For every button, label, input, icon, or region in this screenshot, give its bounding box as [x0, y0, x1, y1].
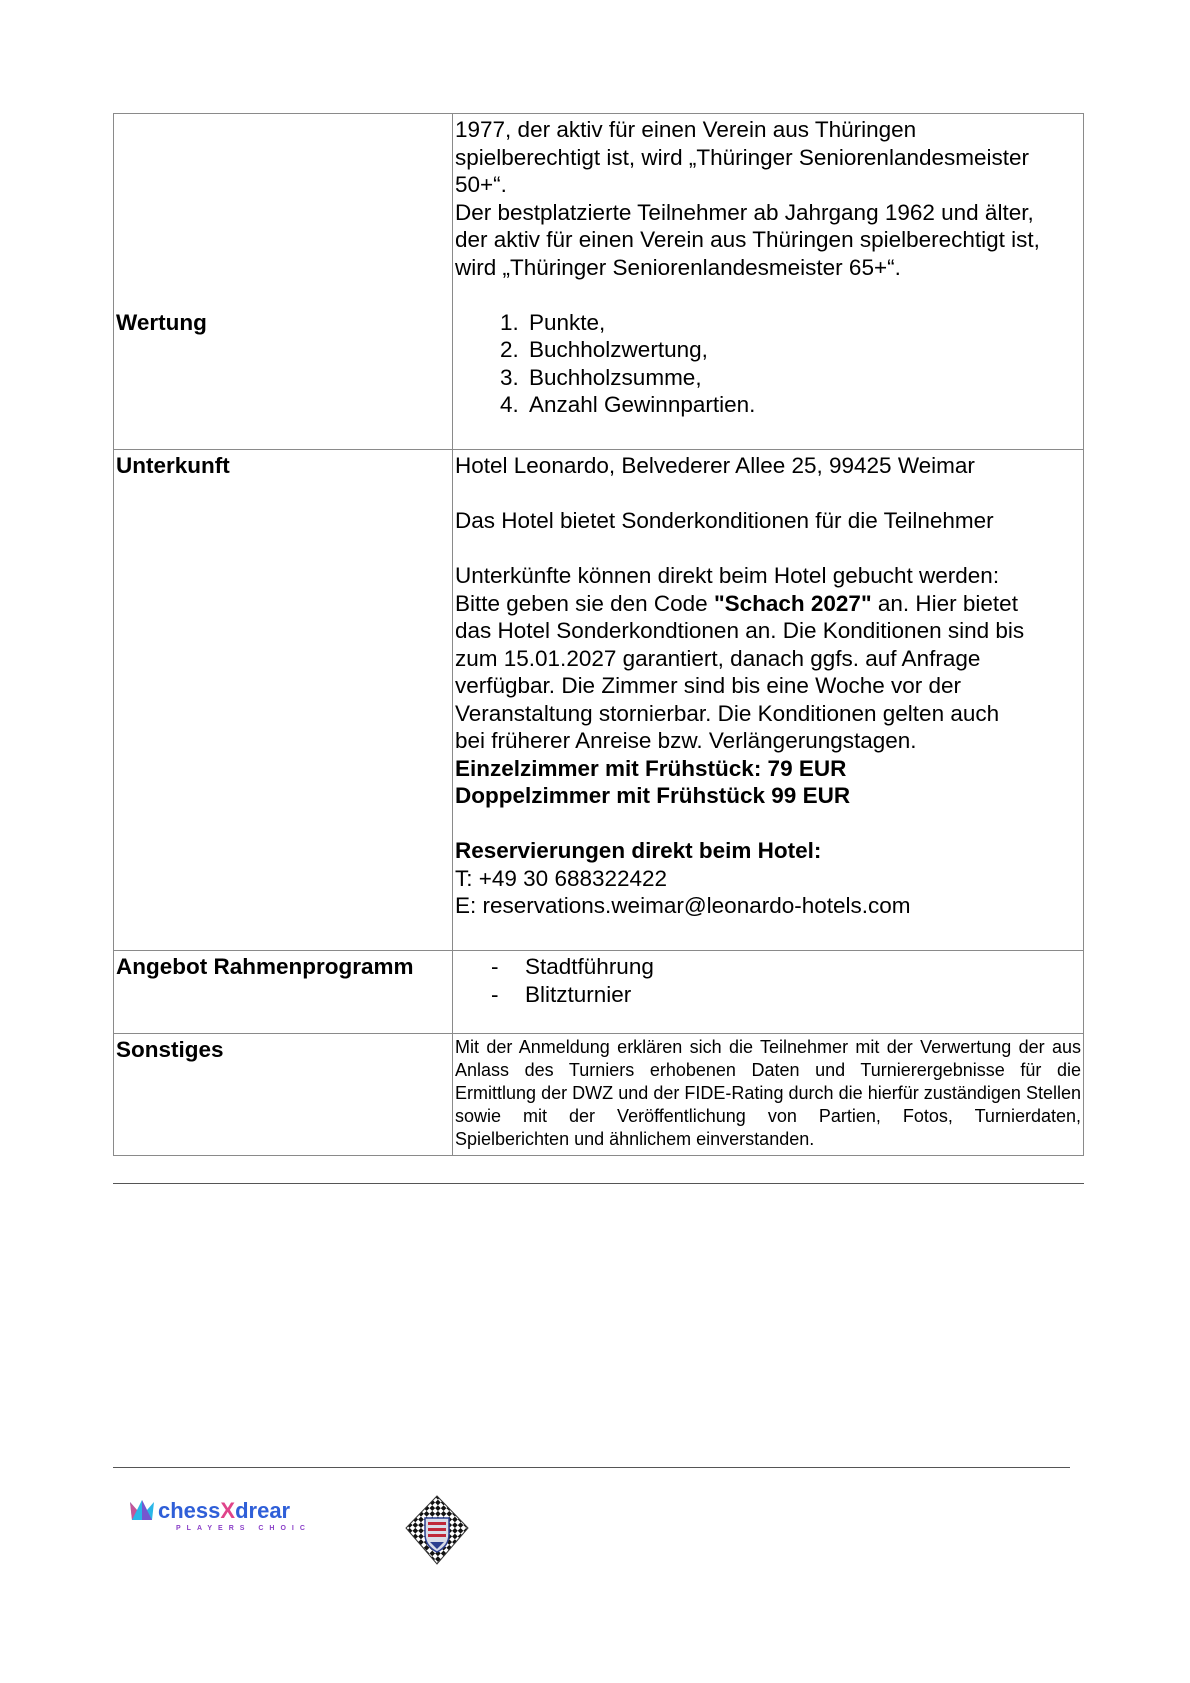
list-item-text: Blitzturnier: [525, 981, 632, 1007]
dash-bullet: -: [491, 954, 499, 979]
svg-text:chessXdrear: chessXdrear: [158, 1498, 291, 1523]
row-sonstiges: [114, 1034, 1084, 1156]
row-content-cell: [453, 1034, 1084, 1156]
row-wertung: [114, 114, 1084, 450]
chessxdrear-logo: [128, 1494, 318, 1534]
program-list: [455, 953, 1081, 1008]
row-label-cell: [114, 951, 453, 1034]
list-item-text: Stadtführung: [525, 954, 654, 979]
svg-text:PLAYERS CHOIC: PLAYERS CHOIC: [176, 1525, 311, 1532]
list-item: [455, 953, 1081, 981]
reservation-heading: Reservierungen direkt beim Hotel:: [455, 838, 822, 863]
list-item: 3. Buchholzsumme,: [525, 364, 1081, 392]
list-item: 2. Buchholzwertung,: [525, 336, 1081, 364]
special-conditions: Das Hotel bietet Sonderkonditionen für die Teilnehmer: [455, 508, 994, 533]
chess-federation-crest: [404, 1494, 470, 1566]
row-content-cell: [453, 951, 1084, 1034]
footer-rule: [113, 1467, 1070, 1468]
email-address: E: reservations.weimar@leonardo-hotels.com: [455, 893, 911, 918]
row-label-cell: [114, 450, 453, 951]
row-unterkunft: [114, 450, 1084, 951]
row-label: Unterkunft: [116, 453, 230, 478]
row-label-cell: [114, 1034, 453, 1156]
row-rahmenprogramm: [114, 951, 1084, 1034]
phone-number: T: +49 30 688322422: [455, 865, 668, 891]
list-item: [455, 981, 1081, 1009]
text-fragment: an. Hier bietet: [871, 590, 1018, 616]
ranking-list: [455, 309, 1081, 419]
text-line: Veranstaltung stornierbar. Die Konditionen gelten auch: [455, 700, 1000, 726]
text-line: spielberechtigt ist, wird „Thüringer Seniorenlandesmeister: [455, 144, 1030, 170]
text-line: bei früherer Anreise bzw. Verlängerungstagen.: [455, 728, 917, 753]
list-item: 4. Anzahl Gewinnpartien.: [525, 391, 1081, 419]
horizontal-rule: [113, 1183, 1084, 1184]
hotel-address: Hotel Leonardo, Belvederer Allee 25, 99425 Weimar: [455, 453, 975, 478]
text-line: zum 15.01.2027 garantiert, danach ggfs. auf Anfrage: [455, 645, 981, 671]
booking-code-line: [455, 590, 1081, 618]
row-content-cell: [453, 114, 1084, 450]
info-table: [113, 113, 1084, 1156]
row-content-cell: [453, 450, 1084, 951]
booking-code: "Schach 2027": [713, 590, 872, 616]
row-label-cell: [114, 114, 453, 450]
dash-bullet: -: [491, 981, 499, 1007]
text-fragment: Bitte geben sie den Code: [455, 590, 714, 616]
row-label: Angebot Rahmenprogramm: [116, 954, 414, 979]
text-line: 1977, der aktiv für einen Verein aus Thüringen: [455, 117, 917, 142]
text-line: wird „Thüringer Seniorenlandesmeister 65+“.: [455, 254, 901, 280]
text-line: verfügbar. Die Zimmer sind bis eine Woche vor der: [455, 673, 962, 698]
row-label: Wertung: [116, 310, 207, 335]
text-line: 50+“.: [455, 172, 507, 197]
text-line: das Hotel Sonderkondtionen an. Die Konditionen sind bis: [455, 618, 1025, 643]
price-double: Doppelzimmer mit Frühstück 99 EUR: [455, 783, 851, 808]
text-line: Unterkünfte können direkt beim Hotel gebucht werden:: [455, 563, 1000, 588]
row-label: Sonstiges: [116, 1037, 224, 1062]
price-single: Einzelzimmer mit Frühstück: 79 EUR: [455, 755, 847, 781]
consent-text: Mit der Anmeldung erklären sich die Teilnehmer mit der Verwertung der aus Anlass des Turniers erhobenen Daten und Turnierergebnisse für die Ermittlung der DWZ und der FIDE-Rating durch die hierfür zuständigen Stellen sowie mit der Veröffentlichung von Partien, Fotos, Turnierdaten, Spielberichten und ähnlichem einverstanden.: [455, 1037, 1081, 1149]
text-line: Der bestplatzierte Teilnehmer ab Jahrgang 1962 und älter,: [455, 199, 1034, 225]
text-line: der aktiv für einen Verein aus Thüringen spielberechtigt ist,: [455, 227, 1040, 252]
list-item: 1. Punkte,: [525, 309, 1081, 337]
